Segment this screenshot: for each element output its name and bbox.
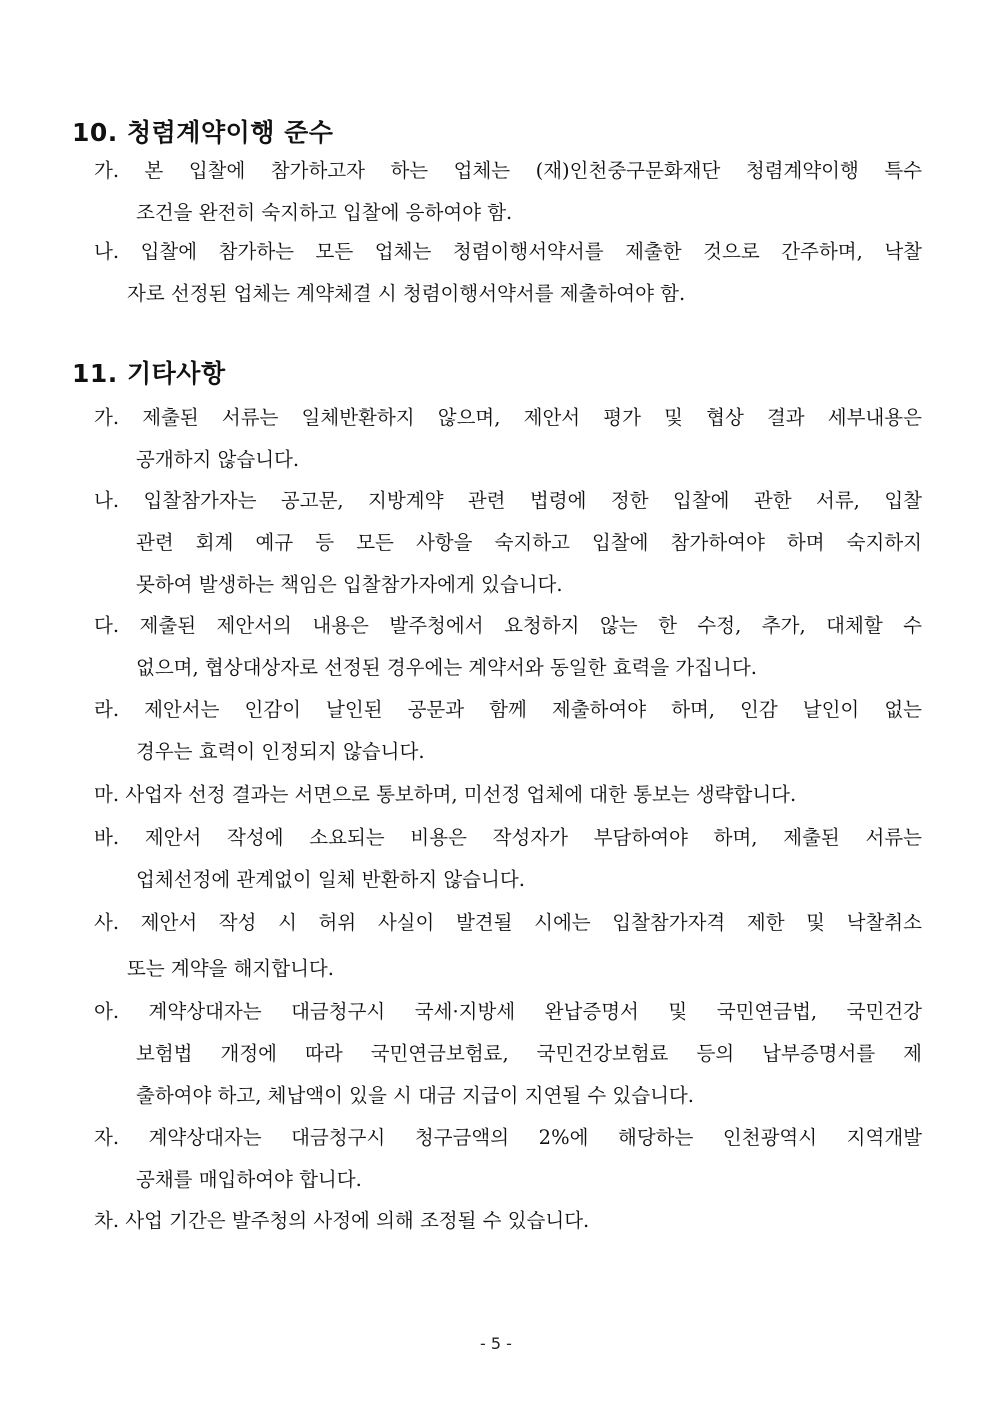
item-line: 출하여야 하고, 체납액이 있을 시 대금 지급이 지연될 수 있습니다. <box>136 1084 694 1107</box>
section-11-item-ja <box>94 1117 922 1201</box>
item-line: 보험법 개정에 따라 국민연금보험료, 국민건강보험료 등의 납부증명서를 제 <box>136 1042 922 1065</box>
section-10-item-na <box>94 231 922 315</box>
item-line: 아. 계약상대자는 대금청구시 국세·지방세 완납증명서 및 국민연금법, 국민건강 <box>94 1000 922 1023</box>
section-10-heading: 10. 청렴계약이행 준수 <box>72 118 334 147</box>
section-11-item-ma <box>94 774 922 816</box>
item-line: 바. 제안서 작성에 소요되는 비용은 작성자가 부담하여야 하며, 제출된 서류는 <box>94 826 922 849</box>
section-11-item-ga <box>94 397 922 481</box>
section-11-item-na <box>94 480 922 606</box>
item-line: 업체선정에 관계없이 일체 반환하지 않습니다. <box>136 868 525 891</box>
section-11-item-a <box>94 991 922 1117</box>
section-11-item-ra <box>94 689 922 773</box>
item-line: 차. 사업 기간은 발주청의 사정에 의해 조정될 수 있습니다. <box>94 1209 590 1232</box>
section-11-item-da <box>94 605 922 689</box>
item-line: 또는 계약을 해지합니다. <box>127 957 334 980</box>
item-line: 자. 계약상대자는 대금청구시 청구금액의 2%에 해당하는 인천광역시 지역개발 <box>94 1126 922 1149</box>
item-line: 라. 제안서는 인감이 날인된 공문과 함께 제출하여야 하며, 인감 날인이 없는 <box>94 698 922 721</box>
item-line: 가. 본 입찰에 참가하고자 하는 업체는 (재)인천중구문화재단 청렴계약이행 특수 <box>94 159 922 182</box>
item-line: 마. 사업자 선정 결과는 서면으로 통보하며, 미선정 업체에 대한 통보는 생략합니다. <box>94 783 797 806</box>
item-line: 공개하지 않습니다. <box>136 448 300 471</box>
item-line: 없으며, 협상대상자로 선정된 경우에는 계약서와 동일한 효력을 가집니다. <box>136 656 757 679</box>
item-line: 조건을 완전히 숙지하고 입찰에 응하여야 함. <box>136 201 513 224</box>
item-line: 나. 입찰에 참가하는 모든 업체는 청렴이행서약서를 제출한 것으로 간주하며, 낙찰 <box>94 240 922 263</box>
item-line: 관련 회계 예규 등 모든 사항을 숙지하고 입찰에 참가하여야 하며 숙지하지 <box>136 531 922 554</box>
item-line: 공채를 매입하여야 합니다. <box>136 1168 362 1191</box>
item-line: 다. 제출된 제안서의 내용은 발주청에서 요청하지 않는 한 수정, 추가, 대체할 수 <box>94 614 922 637</box>
section-11-item-sa <box>94 902 922 990</box>
item-line: 나. 입찰참가자는 공고문, 지방계약 관련 법령에 정한 입찰에 관한 서류, 입찰 <box>94 489 922 512</box>
item-line: 가. 제출된 서류는 일체반환하지 않으며, 제안서 평가 및 협상 결과 세부내용은 <box>94 406 922 429</box>
item-line: 경우는 효력이 인정되지 않습니다. <box>136 740 425 763</box>
item-line: 자로 선정된 업체는 계약체결 시 청렴이행서약서를 제출하여야 함. <box>127 282 686 305</box>
section-11-item-ba <box>94 817 922 901</box>
page-number: - 5 - <box>480 1334 512 1353</box>
section-11-heading: 11. 기타사항 <box>72 359 226 388</box>
item-line: 못하여 발생하는 책임은 입찰참가자에게 있습니다. <box>136 573 563 596</box>
section-11-item-cha <box>94 1200 922 1242</box>
section-10-item-ga <box>94 150 922 234</box>
item-line: 사. 제안서 작성 시 허위 사실이 발견될 시에는 입찰참가자격 제한 및 낙찰취소 <box>94 911 922 934</box>
